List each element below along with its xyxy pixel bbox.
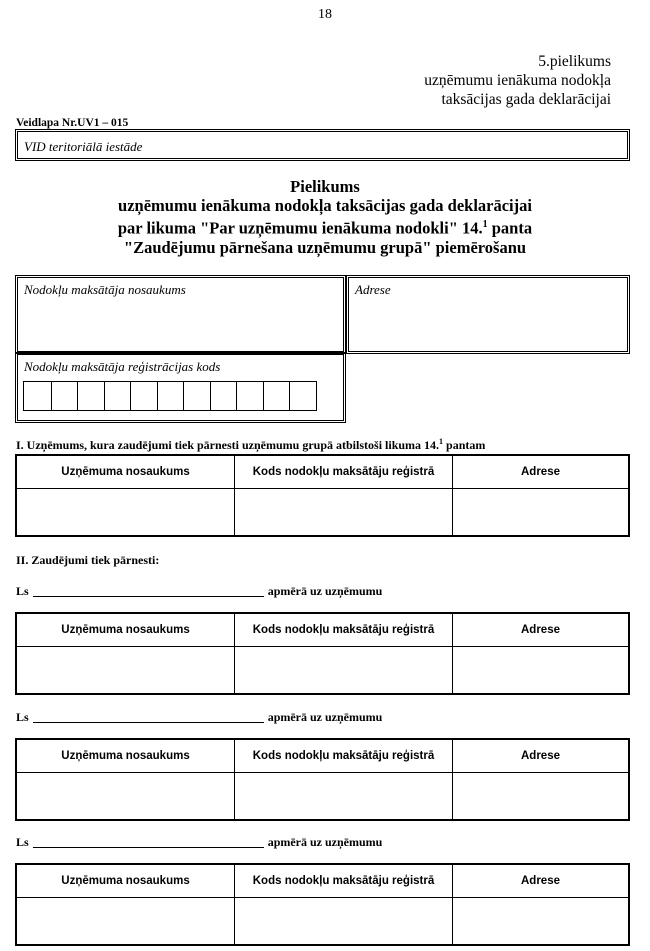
section-2-title: II. Zaudējumi tiek pārnesti:	[16, 553, 160, 567]
taxpayer-reg-code-field	[15, 352, 346, 423]
title-line-3-end: panta	[487, 218, 533, 238]
transfer-table-1	[15, 612, 630, 695]
col-header-code: Kods nodokļu maksātāju reģistrā	[235, 455, 453, 489]
annex-line-3: taksācijas gada deklarācijai	[441, 91, 611, 108]
cell-name[interactable]	[16, 898, 235, 946]
title-line-4: "Zaudējumu pārnešana uzņēmumu grupā" piemērošanu	[123, 237, 527, 257]
page-number: 18	[318, 7, 332, 22]
cell-name[interactable]	[16, 773, 235, 821]
ls-suffix: apmērā uz uzņēmumu	[267, 835, 383, 849]
title-line-3	[0, 215, 650, 238]
col-header-code: Kods nodokļu maksātāju reģistrā	[235, 864, 453, 898]
col-header-address: Adrese	[453, 613, 630, 647]
ls-prefix: Ls	[16, 710, 29, 724]
title-line-3-text: par likuma "Par uzņēmumu ienākuma nodokli" 14.	[117, 218, 483, 238]
title-line-2: uzņēmumu ienākuma nodokļa taksācijas gada deklarācijai	[118, 196, 532, 215]
table-row	[16, 489, 629, 537]
taxpayer-reg-code-label: Nodokļu maksātāja reģistrācijas kods	[24, 359, 221, 374]
reg-code-grid	[23, 381, 317, 411]
annex-heading	[424, 52, 611, 109]
vid-office-label: VID teritoriālā iestāde	[24, 139, 143, 154]
cell-address[interactable]	[453, 773, 630, 821]
col-header-name: Uzņēmuma nosaukums	[16, 613, 235, 647]
cell-address[interactable]	[453, 489, 630, 537]
reg-code-cell[interactable]	[289, 382, 316, 410]
transfer-table-3	[15, 863, 630, 946]
taxpayer-name-field[interactable]	[15, 275, 346, 354]
reg-code-cell[interactable]	[77, 382, 104, 410]
title-line-1: Pielikums	[290, 177, 360, 196]
cell-name[interactable]	[16, 647, 235, 695]
cell-name[interactable]	[16, 489, 235, 537]
reg-code-cell[interactable]	[130, 382, 157, 410]
reg-code-cell[interactable]	[236, 382, 263, 410]
ls-suffix: apmērā uz uzņēmumu	[267, 710, 383, 724]
col-header-address: Adrese	[453, 864, 630, 898]
cell-code[interactable]	[235, 898, 453, 946]
col-header-address: Adrese	[453, 455, 630, 489]
ls-amount-input[interactable]	[33, 584, 264, 597]
cell-code[interactable]	[235, 773, 453, 821]
annex-line-2: uzņēmumu ienākuma nodokļa	[424, 72, 611, 89]
reg-code-cell[interactable]	[51, 382, 78, 410]
reg-code-cell[interactable]	[210, 382, 237, 410]
taxpayer-address-field[interactable]	[346, 275, 630, 354]
ls-prefix: Ls	[16, 584, 29, 598]
ls-amount-input[interactable]	[33, 835, 264, 848]
reg-code-cell[interactable]	[104, 382, 131, 410]
col-header-name: Uzņēmuma nosaukums	[16, 455, 235, 489]
ls-amount-input[interactable]	[33, 710, 264, 723]
reg-code-cell[interactable]	[24, 382, 51, 410]
ls-suffix: apmērā uz uzņēmumu	[267, 584, 383, 598]
transfer-table-2	[15, 738, 630, 821]
table-row	[16, 773, 629, 821]
table-row	[16, 647, 629, 695]
reg-code-cell[interactable]	[263, 382, 290, 410]
cell-code[interactable]	[235, 489, 453, 537]
title-line-3-sup: 1	[482, 219, 488, 230]
reg-code-cell[interactable]	[157, 382, 184, 410]
reg-code-cell[interactable]	[183, 382, 210, 410]
section-1-title	[16, 437, 485, 453]
taxpayer-address-label: Adrese	[355, 282, 391, 297]
col-header-code: Kods nodokļu maksātāju reģistrā	[235, 613, 453, 647]
section-1-table	[15, 454, 630, 537]
vid-office-field[interactable]	[15, 129, 630, 161]
col-header-name: Uzņēmuma nosaukums	[16, 864, 235, 898]
col-header-name: Uzņēmuma nosaukums	[16, 739, 235, 773]
section-1-title-text: I. Uzņēmums, kura zaudējumi tiek pārnesti uzņēmumu grupā atbilstoši likuma 14.	[16, 438, 440, 452]
section-1-title-end: pantam	[443, 438, 486, 452]
cell-address[interactable]	[453, 647, 630, 695]
form-number: Veidlapa Nr.UV1 – 015	[16, 117, 129, 129]
col-header-code: Kods nodokļu maksātāju reģistrā	[235, 739, 453, 773]
cell-address[interactable]	[453, 898, 630, 946]
col-header-address: Adrese	[453, 739, 630, 773]
section-1-title-sup: 1	[439, 437, 444, 446]
annex-line-1: 5.pielikums	[538, 53, 611, 70]
document-title	[0, 177, 650, 257]
ls-amount-line	[16, 835, 382, 850]
ls-amount-line	[16, 710, 382, 725]
taxpayer-name-label: Nodokļu maksātāja nosaukums	[24, 282, 186, 297]
cell-code[interactable]	[235, 647, 453, 695]
table-row	[16, 898, 629, 946]
ls-amount-line	[16, 584, 382, 599]
ls-prefix: Ls	[16, 835, 29, 849]
